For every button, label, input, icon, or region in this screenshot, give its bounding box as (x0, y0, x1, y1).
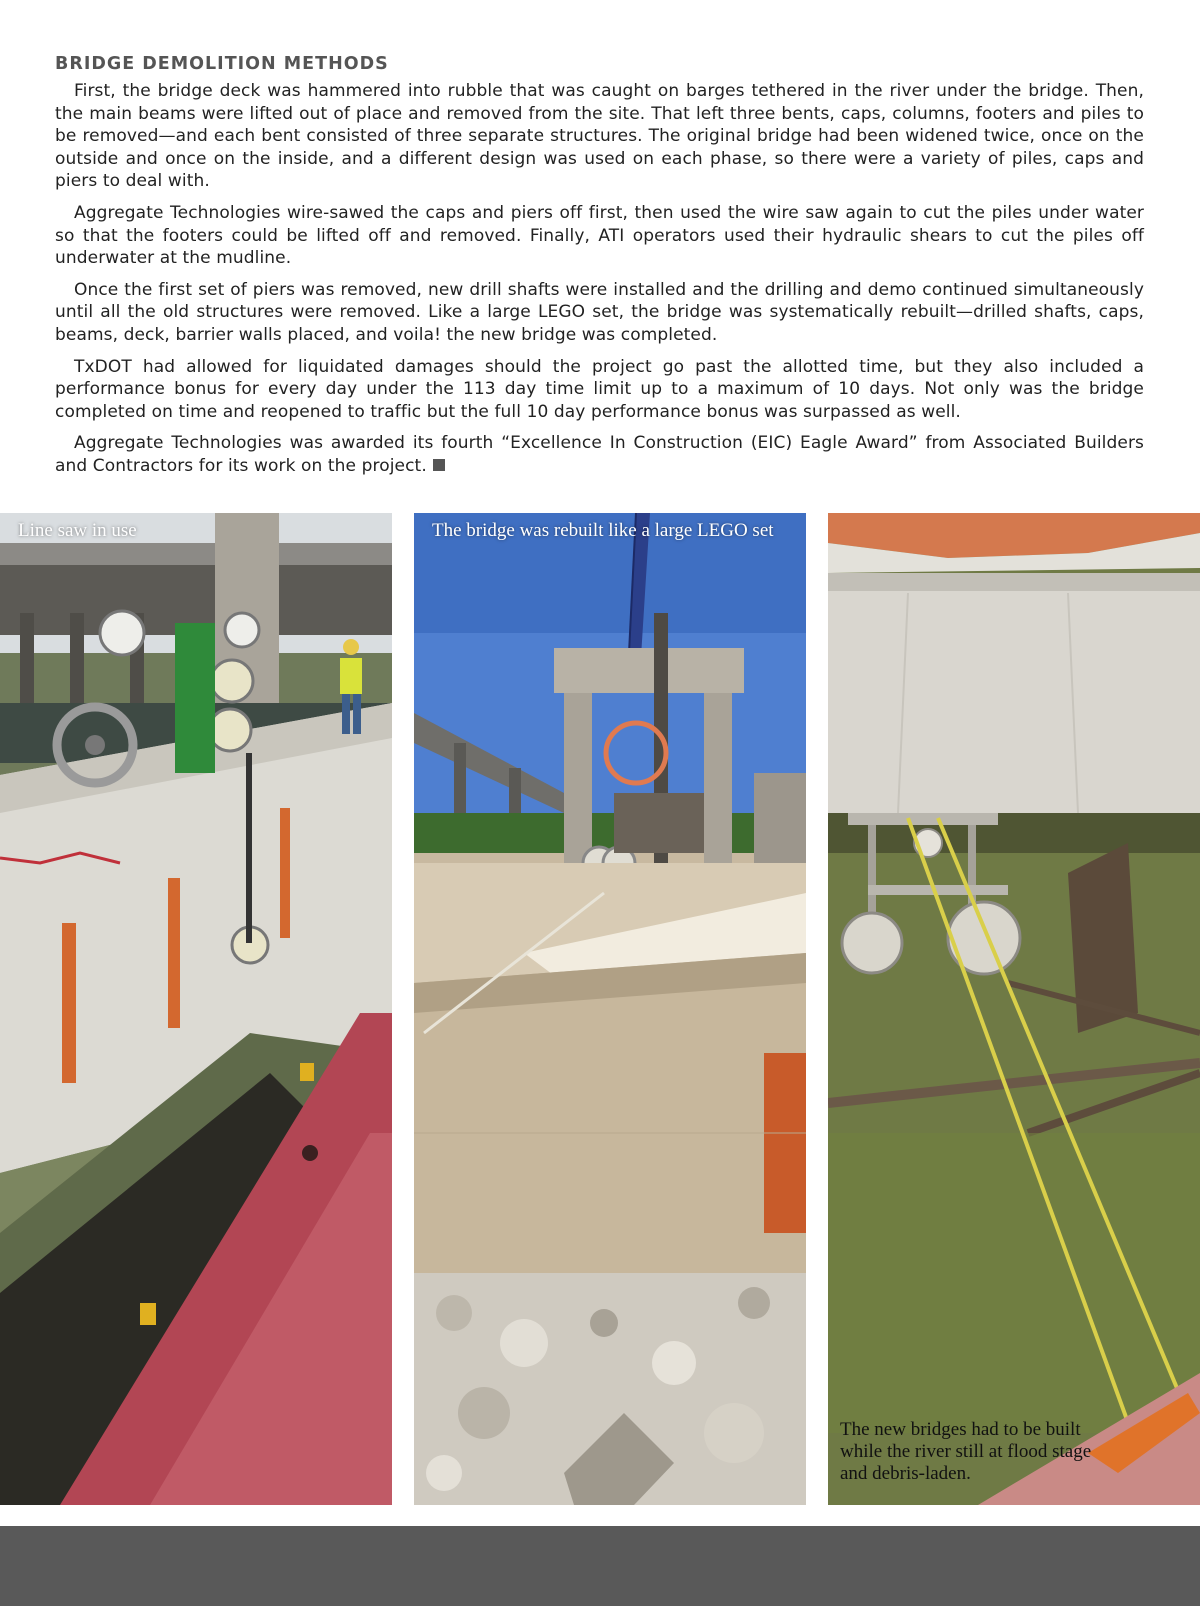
photo-lego-rebuild-image (414, 513, 806, 1505)
caption-line-saw: Line saw in use (18, 520, 137, 541)
photo-line-saw (0, 513, 392, 1505)
paragraph-5 (55, 432, 1144, 477)
article (55, 52, 1144, 487)
paragraph-5-text: Aggregate Technologies was awarded its fourth “Excellence In Construction (EIC) Eagle Award” from Associated Builders and Contractors for its work on the project. (55, 433, 1144, 476)
paragraph-2: Aggregate Technologies wire-sawed the caps and piers off first, then used the wire saw again to cut the piles under water so that the footers could be lifted off and removed. Finally, ATI operators used their hydraulic shears to cut the piles off underwater at the mudline. (55, 202, 1144, 269)
photo-lego-rebuild (414, 513, 806, 1505)
footer-band (0, 1526, 1200, 1606)
paragraph-1: First, the bridge deck was hammered into rubble that was caught on barges tethered in the river under the bridge. Then, the main beams were lifted out of place and removed from the site. That left three bents, caps, columns, footers and piles to be removed—and each bent consisted of three separate structures. The original bridge had been widened twice, once on the outside and once on the inside, and a different design was used on each phase, so there were a variety of piles, caps and piers to deal with. (55, 81, 1144, 192)
photo-flood-stage (828, 513, 1200, 1505)
caption-flood-stage: The new bridges had to be built while the river still at flood stage and debris-laden. (840, 1419, 1092, 1484)
photo-line-saw-image (0, 513, 392, 1505)
photo-flood-stage-image (828, 513, 1200, 1505)
caption-lego-rebuild: The bridge was rebuilt like a large LEGO set (432, 520, 774, 541)
end-of-article-mark (433, 459, 445, 471)
paragraph-3: Once the first set of piers was removed, new drill shafts were installed and the drilling and demo continued simultaneously until all the old structures were removed. Like a large LEGO set, the bridge was systematically rebuilt—drilled shafts, caps, beams, deck, barrier walls placed, and voila! the new bridge was completed. (55, 279, 1144, 345)
paragraph-4: TxDOT had allowed for liquidated damages should the project go past the allotted time, but they also included a performance bonus for every day under the 113 day time limit up to a maximum of 10 days. Not only was the bridge completed on time and reopened to traffic but the full 10 day performance bonus was surpassed as well. (55, 356, 1144, 422)
section-heading: BRIDGE DEMOLITION METHODS (55, 54, 389, 74)
